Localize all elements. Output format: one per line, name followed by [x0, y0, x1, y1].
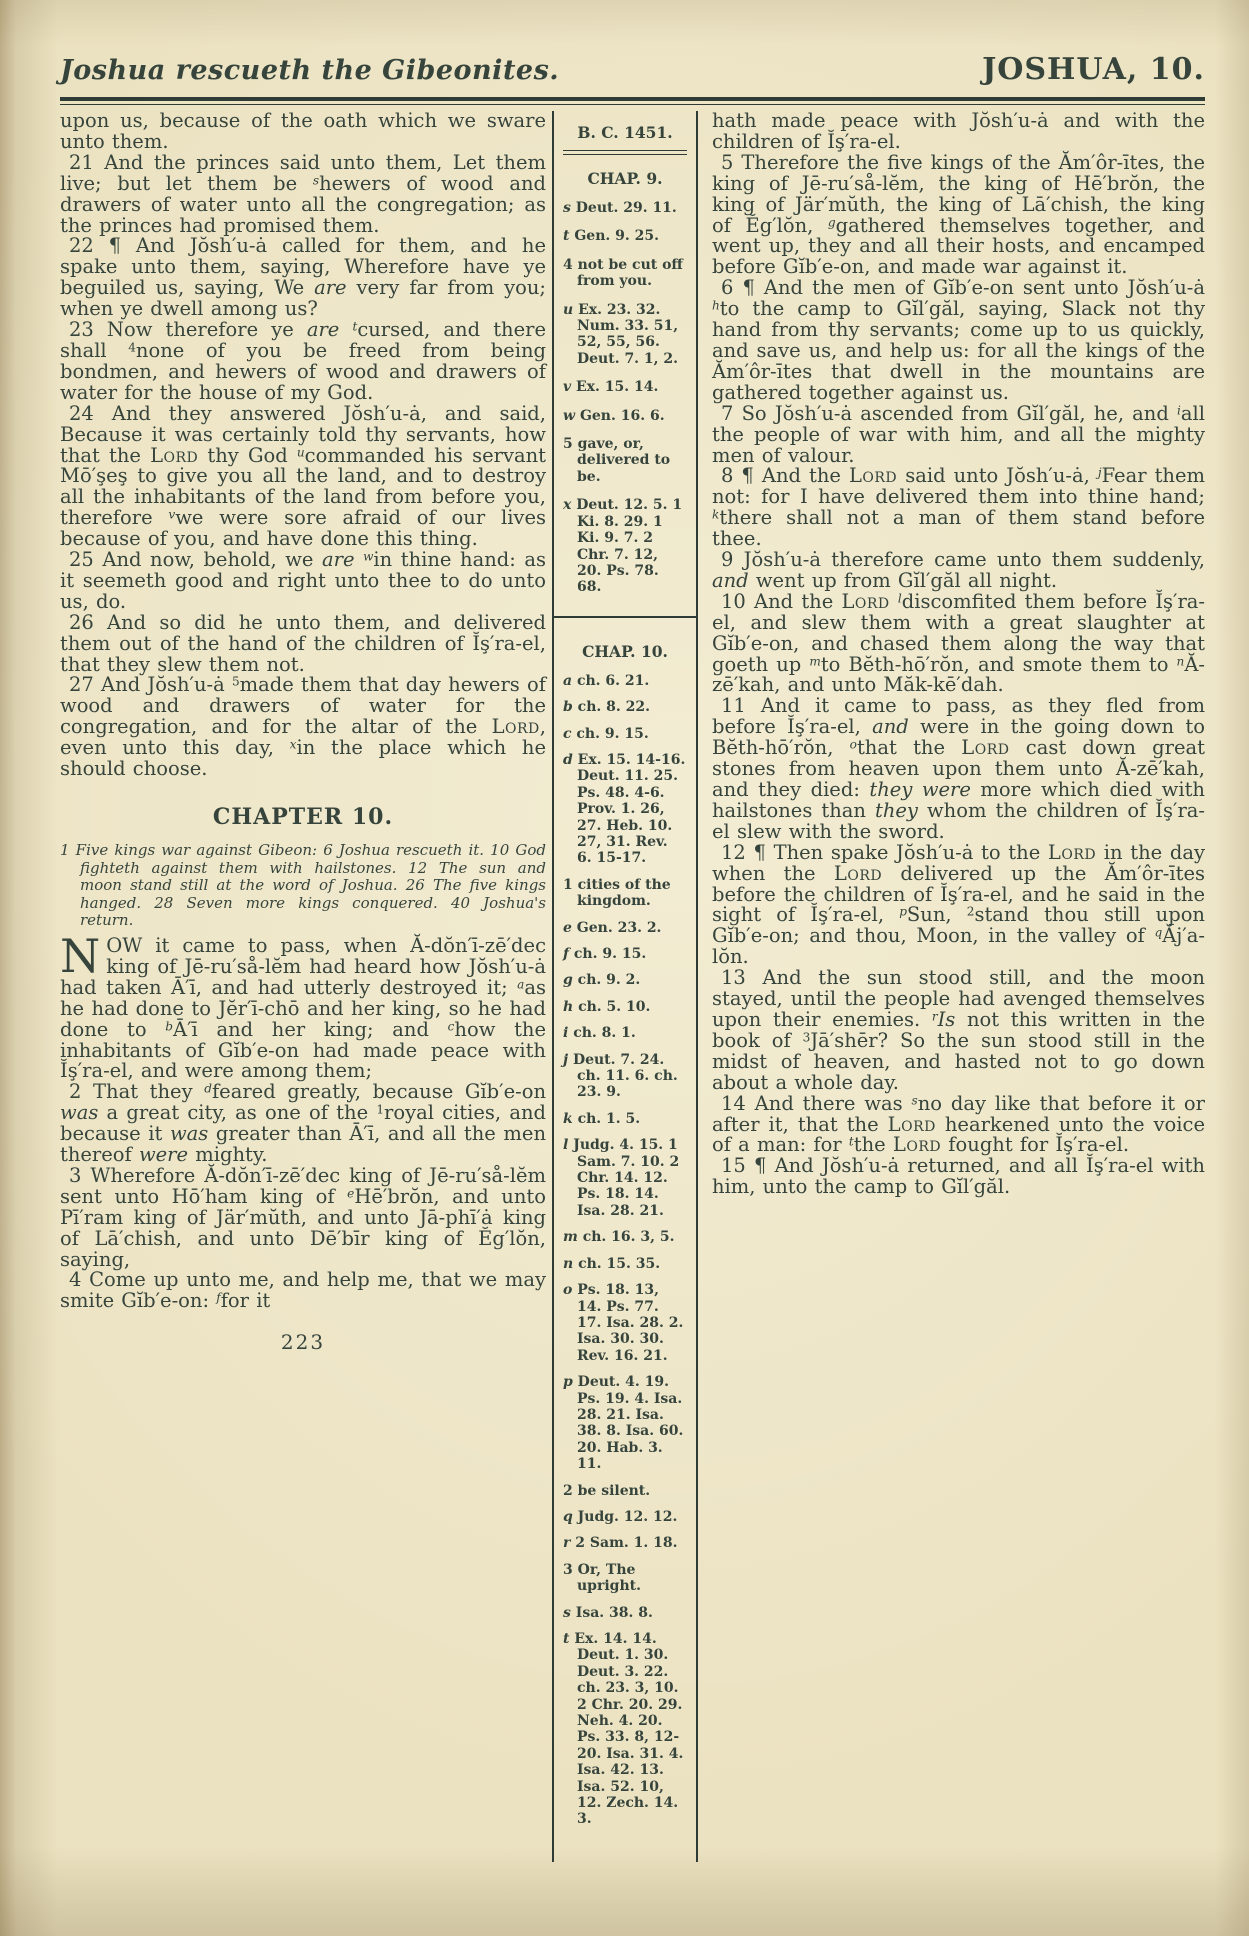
- verse-paragraph: 27 And Jŏsh′u-ȧ $^5$made them that day hewers of wood and drawers of water for the congregation, and for the altar of the Lord, even unto this day, $^x$in the place which he should choose.: [60, 673, 546, 781]
- reference-text: ch. 8. 1.: [573, 1025, 636, 1042]
- chapter-summary: 1 Five kings war against Gibeon: 6 Joshua rescueth it. 10 God fighteth against them with hailstones. 12 The sun and moon stand still at the word of Joshua. 26 The five kings hanged. 28 Seven more kings conquered. 40 Joshua's return.: [60, 841, 547, 930]
- reference-text: Gen. 16. 6.: [579, 407, 665, 424]
- verse-paragraph: 8 ¶ And the Lord said unto Jŏsh′u-ȧ, $^j$Fear them not: for I have delivered them into thine hand; $^k$there shall not a man of them stand before thee.: [712, 464, 1205, 551]
- reference-marker: k: [563, 1110, 573, 1127]
- reference-marker: 4: [563, 256, 573, 273]
- reference-text: ch. 8. 22.: [577, 699, 650, 716]
- reference-text: ch. 9. 15.: [573, 946, 647, 962]
- cross-reference-entry: [563, 699, 687, 715]
- reference-text: Or, The upright.: [577, 1561, 641, 1595]
- reference-marker: a: [563, 672, 573, 689]
- page-content: [60, 111, 1205, 1862]
- reference-text: ch. 6. 21.: [576, 672, 650, 689]
- reference-text: Ex. 15. 14-16. Deut. 11. 25. Ps. 48. 4-6. Prov. 1. 26, 27. Heb. 10. 27, 31. Rev. 6. 15-17.: [577, 751, 686, 867]
- reference-text: Ps. 18. 13, 14. Ps. 77. 17. Isa. 28. 2. Isa. 30. 30. Rev. 16. 21.: [577, 1282, 684, 1364]
- reference-text: cities of the kingdom.: [577, 876, 671, 910]
- verse-paragraph: 21 And the princes said unto them, Let them live; but let them be $^s$hewers of wood and drawers of water unto all the congregation; as the princes had promised them.: [60, 150, 546, 237]
- reference-marker: n: [563, 1255, 574, 1272]
- cross-reference-entry: [563, 497, 687, 595]
- reference-text: ch. 1. 5.: [577, 1110, 641, 1127]
- reference-text: ch. 5. 10.: [578, 998, 651, 1015]
- cross-reference-entry: [563, 1111, 687, 1127]
- reference-marker: s: [563, 200, 571, 216]
- running-head-right: JOSHUA, 10.: [982, 52, 1205, 87]
- left-text-column: [60, 111, 552, 1862]
- verse-paragraph: 10 And the Lord $^l$discomfited them before Ĭş′ra-el, and slew them with a great slaughter at Gĭb′e-on, and chased them along the way that goeth up $^m$to Bĕth-hō′rŏn, and smote them to $^n$Ă-zē′kah, and unto Măk-kē′dah.: [712, 589, 1206, 697]
- cross-reference-entry: [563, 1562, 687, 1595]
- reference-marker: 1: [563, 876, 573, 893]
- reference-marker: b: [563, 699, 573, 716]
- reference-text: ch. 9. 2.: [577, 972, 641, 989]
- reference-marker: r: [563, 1535, 571, 1552]
- cross-reference-entry: [563, 302, 687, 368]
- cross-reference-entry: [563, 1374, 687, 1472]
- reference-marker: q: [563, 1508, 573, 1525]
- verse-paragraph: 2 That they $^d$feared greatly, because Gĭb′e-on was a great city, as one of the $^1$royal cities, and because it was greater than Ā′ī, and all the men thereof were mighty.: [60, 1080, 547, 1167]
- reference-text: Judg. 12. 12.: [577, 1508, 678, 1525]
- dropcap-initial: N: [60, 928, 101, 983]
- reference-marker: p: [563, 1374, 573, 1391]
- chapter-heading: CHAPTER 10.: [212, 804, 394, 830]
- reference-text: ch. 16. 3, 5.: [582, 1229, 675, 1246]
- reference-text: Judg. 4. 15. 1 Sam. 7. 10. 2 Chr. 14. 12. Ps. 18. 14. Isa. 28. 21.: [573, 1137, 680, 1219]
- cross-reference-entry: [563, 920, 687, 936]
- reference-text: ch. 9. 15.: [576, 725, 649, 742]
- cross-reference-entry: [563, 1483, 687, 1499]
- reference-marker: j: [563, 1051, 569, 1068]
- chap10-label: CHAP. 10.: [582, 641, 668, 661]
- reference-marker: o: [563, 1282, 573, 1299]
- reference-text: Isa. 38. 8.: [575, 1604, 653, 1621]
- verse-paragraph: 7 So Jŏsh′u-ȧ ascended from Gĭl′găl, he, and $^i$all the people of war with him, and all the mighty men of valour.: [712, 401, 1205, 467]
- cross-reference-entry: [563, 436, 687, 485]
- cross-reference-entry: [563, 200, 687, 216]
- reference-text: Gen. 9. 25.: [574, 228, 659, 245]
- verse-paragraph: 4 Come up unto me, and help me, that we may smite Gĭb′e-on: $^f$for it: [60, 1268, 546, 1313]
- reference-marker: f: [563, 946, 570, 962]
- reference-marker: v: [563, 379, 572, 396]
- verse-paragraph: 6 ¶ And the men of Gĭb′e-on sent unto Jŏsh′u-ȧ $^h$to the camp to Gĭl′găl, saying, Slack not thy hand from thy servants; come up to us quickly, and save us, and help us: for all the kings of the Ăm′ôr-ītes that dwell in the mountains are gathered together against us.: [712, 276, 1205, 404]
- reference-marker: w: [563, 407, 576, 424]
- reference-marker: t: [563, 228, 570, 245]
- cross-reference-entry: [563, 946, 687, 962]
- verse-paragraph: 11 And it came to pass, as they fled from before Ĭş′ra-el, and were in the going down to Bĕth-hō′rŏn, $^o$that the Lord cast down great stones from heaven upon them unto Ă-zē′kah, and they died: they were more which died with hailstones than they whom the children of Ĭş′ra-el slew with the sword.: [712, 694, 1205, 843]
- dropcap-paragraph: [60, 928, 547, 1083]
- reference-divider-rule: [554, 616, 696, 618]
- reference-text: not be cut off from you.: [577, 256, 683, 290]
- cross-reference-entry: [563, 1256, 687, 1272]
- verse-list-chap9: [60, 150, 546, 781]
- cross-reference-entry: [563, 673, 687, 689]
- verse-paragraph: 22 ¶ And Jŏsh′u-ȧ called for them, and he spake unto them, saying, Wherefore have ye beguiled us, saying, We are very far from you; when ye dwell among us?: [60, 234, 546, 321]
- verse-paragraph: 15 ¶ And Jŏsh′u-ȧ returned, and all Ĭş′ra-el with him, unto the camp to Gĭl′găl.: [712, 1154, 1205, 1199]
- reference-column: [552, 111, 698, 1862]
- cross-reference-entry: [563, 1229, 687, 1245]
- reference-marker: c: [563, 725, 572, 742]
- cross-reference-entry: [563, 408, 687, 424]
- chap10-reference-list: [563, 673, 687, 1828]
- reference-text: Ex. 15. 14.: [576, 379, 659, 396]
- reference-text: Deut. 4. 19. Ps. 19. 4. Isa. 28. 21. Isa. 38. 8. Isa. 60. 20. Hab. 3. 11.: [577, 1374, 684, 1473]
- cross-reference-entry: [563, 1509, 687, 1525]
- verse-paragraph: 13 And the sun stood still, and the moon stayed, until the people had avenged themselves upon their enemies. $^r$Is not this written in the book of $^3$Jā′shēr? So the sun stood still in the midst of heaven, and hasted not to go down about a whole day.: [712, 966, 1205, 1094]
- reference-marker: h: [563, 998, 574, 1015]
- reference-marker: 5: [563, 436, 573, 453]
- header-rule: [60, 97, 1205, 105]
- chap9-label: CHAP. 9.: [587, 169, 663, 188]
- reference-text: Deut. 7. 24. ch. 11. 6. ch. 23. 9.: [572, 1051, 678, 1101]
- page-number: 223: [280, 1330, 326, 1355]
- chap9-reference-list: [563, 200, 687, 596]
- verse-paragraph: 9 Jŏsh′u-ȧ therefore came unto them suddenly, and went up from Gĭl′găl all night.: [712, 548, 1205, 592]
- reference-text: Ex. 23. 32. Num. 33. 51, 52, 55, 56. Deut. 7. 1, 2.: [577, 301, 679, 367]
- cross-reference-entry: [563, 228, 687, 244]
- dropcap-text: OW it came to pass, when Ă-dŏn′ī-zē′dec king of Jē-ru′så-lĕm had heard how Jŏsh′u-ȧ had taken Ā′ī, and had utterly destroyed it; $^a$as he had done to Jĕr′ī-chō and her king, so he had done to $^b$Ā′ī and her king; and $^c$how the inhabitants of Gĭb′e-on had made peace with Ĭş′ra-el, and were among them;: [60, 933, 547, 1083]
- verse-paragraph: 23 Now therefore ye are $^t$cursed, and there shall $^4$none of you be freed from being bondmen, and hewers of wood and drawers of water for the house of my God.: [60, 318, 546, 404]
- reference-marker: u: [563, 301, 574, 318]
- reference-marker: t: [563, 1631, 570, 1647]
- cross-reference-entry: [563, 1282, 687, 1364]
- reference-text: gave, or, delivered to be.: [577, 436, 671, 485]
- continuation-paragraph: hath made peace with Jŏsh′u-ȧ and with the children of Ĭş′ra-el.: [712, 109, 1205, 153]
- verse-list-chap10-left: [60, 1082, 546, 1312]
- verse-paragraph: 26 And so did he unto them, and delivered them out of the hand of the children of Ĭş′ra-el, that they slew them not.: [60, 610, 546, 676]
- reference-text: ch. 15. 35.: [578, 1255, 661, 1272]
- reference-text: Gen. 23. 2.: [576, 919, 662, 936]
- cross-reference-entry: [563, 752, 687, 867]
- cross-reference-entry: [563, 1137, 687, 1219]
- reference-marker: l: [563, 1137, 569, 1154]
- reference-marker: s: [563, 1604, 571, 1621]
- reference-text: Deut. 12. 5. 1 Ki. 8. 29. 1 Ki. 9. 7. 2 Chr. 7. 12, 20. Ps. 78. 68.: [576, 497, 683, 596]
- bc-rule: [563, 150, 687, 155]
- reference-marker: d: [563, 751, 573, 768]
- verse-list-chap10-right: [712, 150, 1206, 1199]
- reference-text: 2 Sam. 1. 18.: [575, 1535, 678, 1552]
- cross-reference-entry: [563, 999, 687, 1015]
- verse-paragraph: 24 And they answered Jŏsh′u-ȧ, and said, Because it was certainly told thy servants, how that the Lord thy God $^u$commanded his servant Mō′şeş to give you all the land, and to destroy all the inhabitants of the land from before you, therefore $^v$we were sore afraid of our lives because of you, and have done this thing.: [60, 401, 546, 551]
- reference-text: Deut. 29. 11.: [575, 200, 677, 216]
- continuation-paragraph: upon us, because of the oath which we sware unto them.: [60, 109, 546, 153]
- cross-reference-entry: [563, 972, 687, 988]
- cross-reference-entry: [563, 726, 687, 742]
- cross-reference-entry: [563, 257, 687, 290]
- reference-text: be silent.: [577, 1482, 651, 1499]
- right-text-column: [698, 111, 1205, 1862]
- verse-paragraph: 25 And now, behold, we are $^w$in thine hand: as it seemeth good and right unto thee to do unto us, do.: [60, 548, 546, 613]
- verse-paragraph: 3 Wherefore Ă-dŏn′ī-zē′dec king of Jē-ru′så-lĕm sent unto Hō′ham king of $^e$Hē′brŏn, and unto Pī′ram king of Jär′mŭth, and unto Jā-phī′ȧ king of Lā′chish, and unto Dē′bīr king of Ĕg′lŏn, saying,: [60, 1163, 546, 1271]
- cross-reference-entry: [563, 1535, 687, 1551]
- verse-paragraph: 14 And there was $^s$no day like that before it or after it, that the Lord hearkened unto the voice of a man: for $^t$the Lord fought for Ĭş′ra-el.: [712, 1091, 1205, 1157]
- verse-paragraph: 12 ¶ Then spake Jŏsh′u-ȧ to the Lord in the day when the Lord delivered up the Ăm′ôr-ītes before the children of Ĭş′ra-el, and he said in the sight of Ĭş′ra-el, $^p$Sun, $^2$stand thou still upon Gĭb′e-on; and thou, Moon, in the valley of $^q$Ăj′a-lŏn.: [712, 840, 1205, 969]
- bc-date-label: B. C. 1451.: [577, 123, 673, 142]
- reference-marker: m: [563, 1229, 578, 1246]
- cross-reference-entry: [563, 379, 687, 395]
- reference-marker: 3: [563, 1561, 573, 1578]
- running-head-left: Joshua rescueth the Gibeonites.: [60, 55, 560, 86]
- reference-marker: x: [563, 497, 572, 514]
- reference-marker: g: [563, 972, 573, 989]
- reference-marker: e: [563, 919, 572, 936]
- reference-marker: i: [563, 1025, 569, 1042]
- cross-reference-entry: [563, 877, 687, 910]
- reference-text: Ex. 14. 14. Deut. 1. 30. Deut. 3. 22. ch. 23. 3, 10. 2 Chr. 20. 29. Neh. 4. 20. Ps. 33. 8, 12-20. Isa. 31. 4. Isa. 42. 13. Isa. 52. 10, 12. Zech. 14. 3.: [574, 1631, 684, 1828]
- cross-reference-entry: [563, 1025, 687, 1041]
- cross-reference-entry: [563, 1631, 687, 1828]
- verse-paragraph: 5 Therefore the five kings of the Ăm′ôr-ītes, the king of Jē-ru′så-lĕm, the king of Hē′brŏn, the king of Jär′mŭth, the king of Lā′chish, the king of Ĕg′lŏn, $^g$gathered themselves together, and went up, they and all their hosts, and encamped before Gĭb′e-on, and made war against it.: [712, 150, 1206, 279]
- reference-marker: 2: [563, 1482, 573, 1499]
- page-header: [60, 52, 1205, 87]
- cross-reference-entry: [563, 1052, 687, 1101]
- cross-reference-entry: [563, 1605, 687, 1621]
